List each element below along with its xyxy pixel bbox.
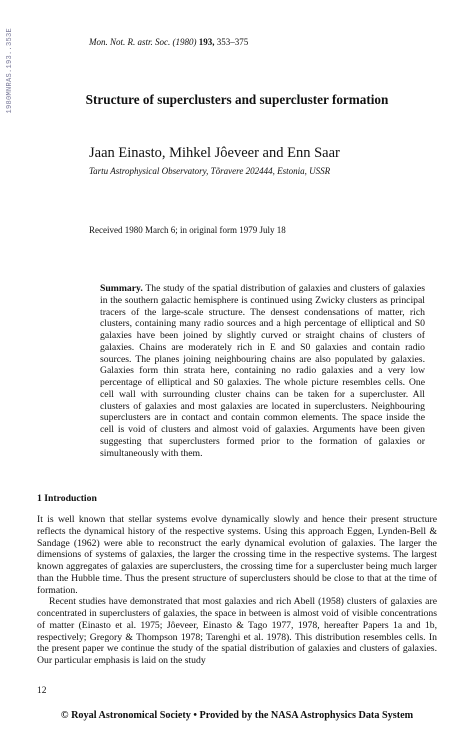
journal-year: (1980) [172,37,197,47]
introduction-body [37,514,437,667]
journal-reference [89,37,248,47]
journal-volume: 193, [198,37,215,47]
section-heading: 1 Introduction [37,493,97,504]
abstract-text: The study of the spatial distribution of galaxies and clusters of galaxies in the southern galactic hemisphere is continued using Zwicky clusters as principal tracers of the large-scale structure. The densest condensations of matter, rich clusters, containing many radio sources and a high percentage of elliptical and S0 galaxies have been joined by slightly curved or straight chains of clusters of galaxies. Chains are moderately rich in E and S0 galaxies and contain radio sources. The planes joining neighbouring chains are also populated by galaxies. Galaxies form thin strata here, containing no radio galaxies and a very low percentage of elliptical and S0 galaxies. The whole picture resembles cells. One cell wall with surrounding cluster chains can be taken for a supercluster. All clusters of galaxies and most galaxies are located in superclusters. Neighbouring superclusters are in contact and contain common elements. The space inside the cell is void of clusters and almost void of galaxies. Arguments have been given suggesting that superclusters formed prior to the formation of galaxies or simultaneously with them. [100,283,425,459]
journal-name: Mon. Not. R. astr. Soc. [89,37,171,47]
bibcode-margin-label: 1980MNRAS.193..353E [6,28,14,114]
intro-paragraph-1: It is well known that stellar systems evolve dynamically slowly and hence their present structure reflects the dynamical history of the respective systems. Using this approach Eggen, Lynden-Bell & Sandage (1962) were able to reconstruct the early dynamical evolution of galaxies. The larger the dimensions of systems of galaxies, the larger the crossing time in the respective systems. The largest known aggregates of galaxies are superclusters, the crossing time for a supercluster being much larger than the Hubble time. Thus the present structure of superclusters should be close to that at the time of formation. [37,514,437,596]
paper-title: Structure of superclusters and supercluster formation [85,92,389,107]
journal-pages: 353–375 [216,37,249,47]
received-date: Received 1980 March 6; in original form 1979 July 18 [89,225,286,235]
abstract-lead: Summary. [100,283,143,294]
author-affiliation: Tartu Astrophysical Observatory, Tõravere 202444, Estonia, USSR [89,166,331,176]
intro-paragraph-2: Recent studies have demonstrated that most galaxies and rich Abell (1958) clusters of galaxies are concentrated in superclusters of galaxies, the space in between is almost void of visible concentrations of matter (Einasto et al. 1975; Jôeveer, Einasto & Tago 1977, 1978, hereafter Papers 1a and 1b, respectively; Gregory & Thompson 1978; Tarenghi et al. 1978). This distribution resembles cells. In the present paper we continue the study of the spatial distribution of galaxies and clusters of galaxies. Our particular emphasis is laid on the study [37,596,437,666]
paper-authors: Jaan Einasto, Mihkel Jôeveer and Enn Saar [89,145,340,161]
abstract [100,283,425,459]
page-number: 12 [37,686,47,696]
copyright-footer: © Royal Astronomical Society • Provided by the NASA Astrophysics Data System [60,710,414,721]
